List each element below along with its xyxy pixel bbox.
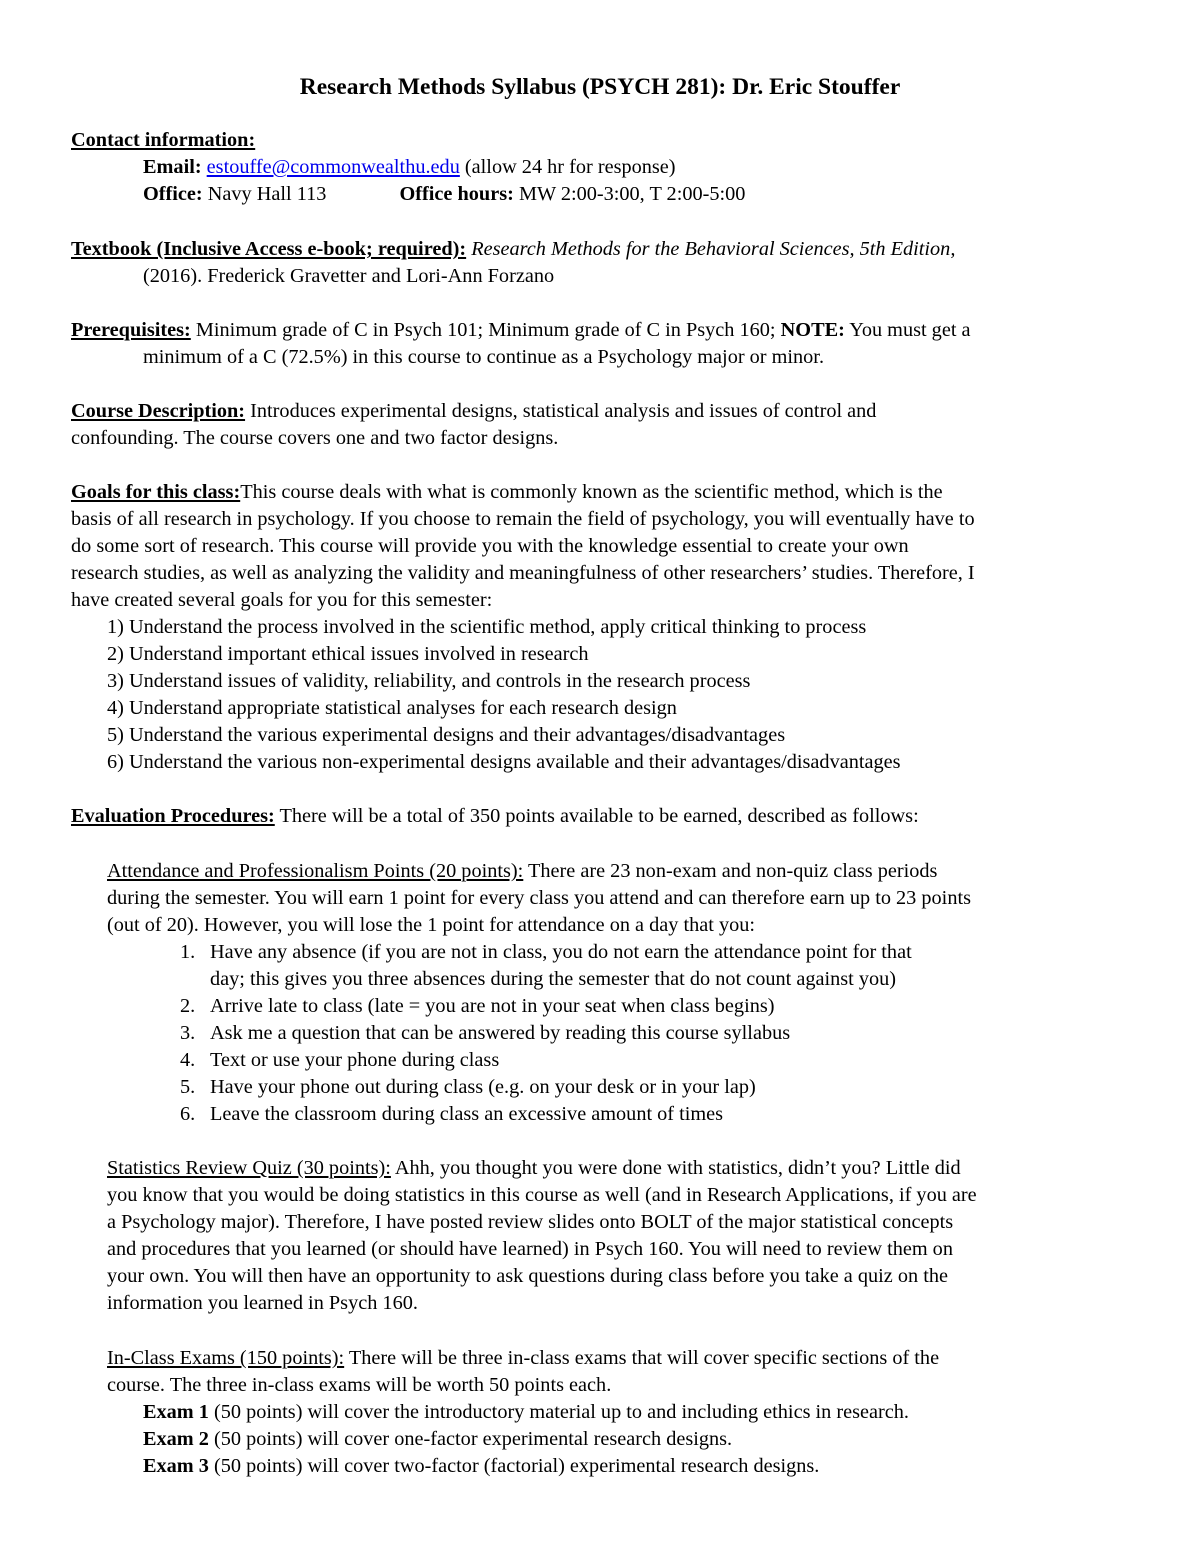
exams-section: In-Class Exams (150 points): There will be three in-class exams that will cover specific sections of the course. The three in-class exams will be worth 50 points each. [107,1347,940,1396]
list-item: Exam 1 (50 points) will cover the introductory material up to and including ethics in research. [143,1401,909,1423]
email-link[interactable]: estouffe@commonwealthu.edu [206,156,460,178]
list-item: 3. Ask me a question that can be answered by reading this course syllabus [180,1022,791,1044]
list-item: 2. Arrive late to class (late = you are not in your seat when class begins) [180,995,775,1017]
list-item: Exam 3 (50 points) will cover two-factor (factorial) experimental research designs. [143,1455,820,1477]
office-line: Office: Navy Hall 113 Office hours: MW 2:00-3:00, T 2:00-5:00 [143,183,746,205]
email-line: Email: estouffe@commonwealthu.edu (allow 24 hr for response) [143,156,676,178]
list-item: 1) Understand the process involved in the scientific method, apply critical thinking to process [107,616,867,638]
exams-heading: In-Class Exams (150 points): [107,1347,345,1369]
evaluation-section: Evaluation Procedures: There will be a total of 350 points available to be earned, described as follows: [71,805,919,827]
textbook-heading: Textbook (Inclusive Access e-book; required): [71,238,467,260]
textbook-section: Textbook (Inclusive Access e-book; required): Research Methods for the Behavioral Sciences, 5th Edition, (2016). Frederick Gravetter and Lori-Ann Forzano [71,238,956,287]
list-item: 4) Understand appropriate statistical analyses for each research design [107,697,677,719]
attendance-list [180,939,912,1128]
list-item: 6) Understand the various non-experimental designs available and their advantages/disadvantages [107,751,901,773]
attendance-section: Attendance and Professionalism Points (20 points): There are 23 non-exam and non-quiz class periods during the semester. You will earn 1 point for every class you attend and can therefore earn up to 23 points (out of 20). However, you will lose the 1 point for attendance on a day that you: [107,860,971,936]
list-item: 2) Understand important ethical issues involved in research [107,643,589,665]
contact-heading: Contact information: [71,129,256,151]
goals-section: Goals for this class:This course deals with what is commonly known as the scientific method, which is the basis of all research in psychology. If you choose to remain the field of psychology, you will eventually have to do some sort of research. This course will provide you with the knowledge essential to create your own research studies, as well as analyzing the validity and meaningfulness of other researchers’ studies. Therefore, I have created several goals for you for this semester: [71,481,975,611]
evaluation-heading: Evaluation Procedures: [71,805,275,827]
list-item: 6. Leave the classroom during class an excessive amount of times [180,1103,724,1125]
exams-list [143,1399,909,1480]
quiz-heading: Statistics Review Quiz (30 points): [107,1157,391,1179]
attendance-heading: Attendance and Professionalism Points (20 points): [107,860,524,882]
list-item: 1. Have any absence (if you are not in class, you do not earn the attendance point for that day; this gives you three absences during the semester that do not count against you) [180,941,912,990]
list-item: 5. Have your phone out during class (e.g. on your desk or in your lap) [180,1076,756,1098]
list-item: Exam 2 (50 points) will cover one-factor experimental research designs. [143,1428,733,1450]
description-section: Course Description: Introduces experimental designs, statistical analysis and issues of control and confounding. The course covers one and two factor designs. [71,400,877,449]
goals-list [107,614,901,776]
description-heading: Course Description: [71,400,246,422]
prereq-section: Prerequisites: Minimum grade of C in Psych 101; Minimum grade of C in Psych 160; NOTE: You must get a minimum of a C (72.5%) in this course to continue as a Psychology major or minor. [71,319,971,368]
page-title: Research Methods Syllabus (PSYCH 281): Dr. Eric Stouffer [299,74,901,100]
prereq-heading: Prerequisites: [71,319,191,341]
textbook-title: Research Methods for the Behavioral Sciences, 5th Edition, [471,238,956,260]
list-item: 4. Text or use your phone during class [180,1049,500,1071]
list-item: 3) Understand issues of validity, reliability, and controls in the research process [107,670,751,692]
quiz-section: Statistics Review Quiz (30 points): Ahh, you thought you were done with statistics, didn’t you? Little did you know that you would be doing statistics in this course as well (and in Research Applications, if you are a Psychology major). Therefore, I have posted review slides onto BOLT of the major statistical concepts and procedures that you learned (or should have learned) in Psych 160. You will need to review them on your own. You will then have an opportunity to ask questions during class before you take a quiz on the information you learned in Psych 160. [107,1157,977,1314]
goals-heading: Goals for this class: [71,481,241,503]
list-item: 5) Understand the various experimental designs and their advantages/disadvantages [107,724,786,746]
